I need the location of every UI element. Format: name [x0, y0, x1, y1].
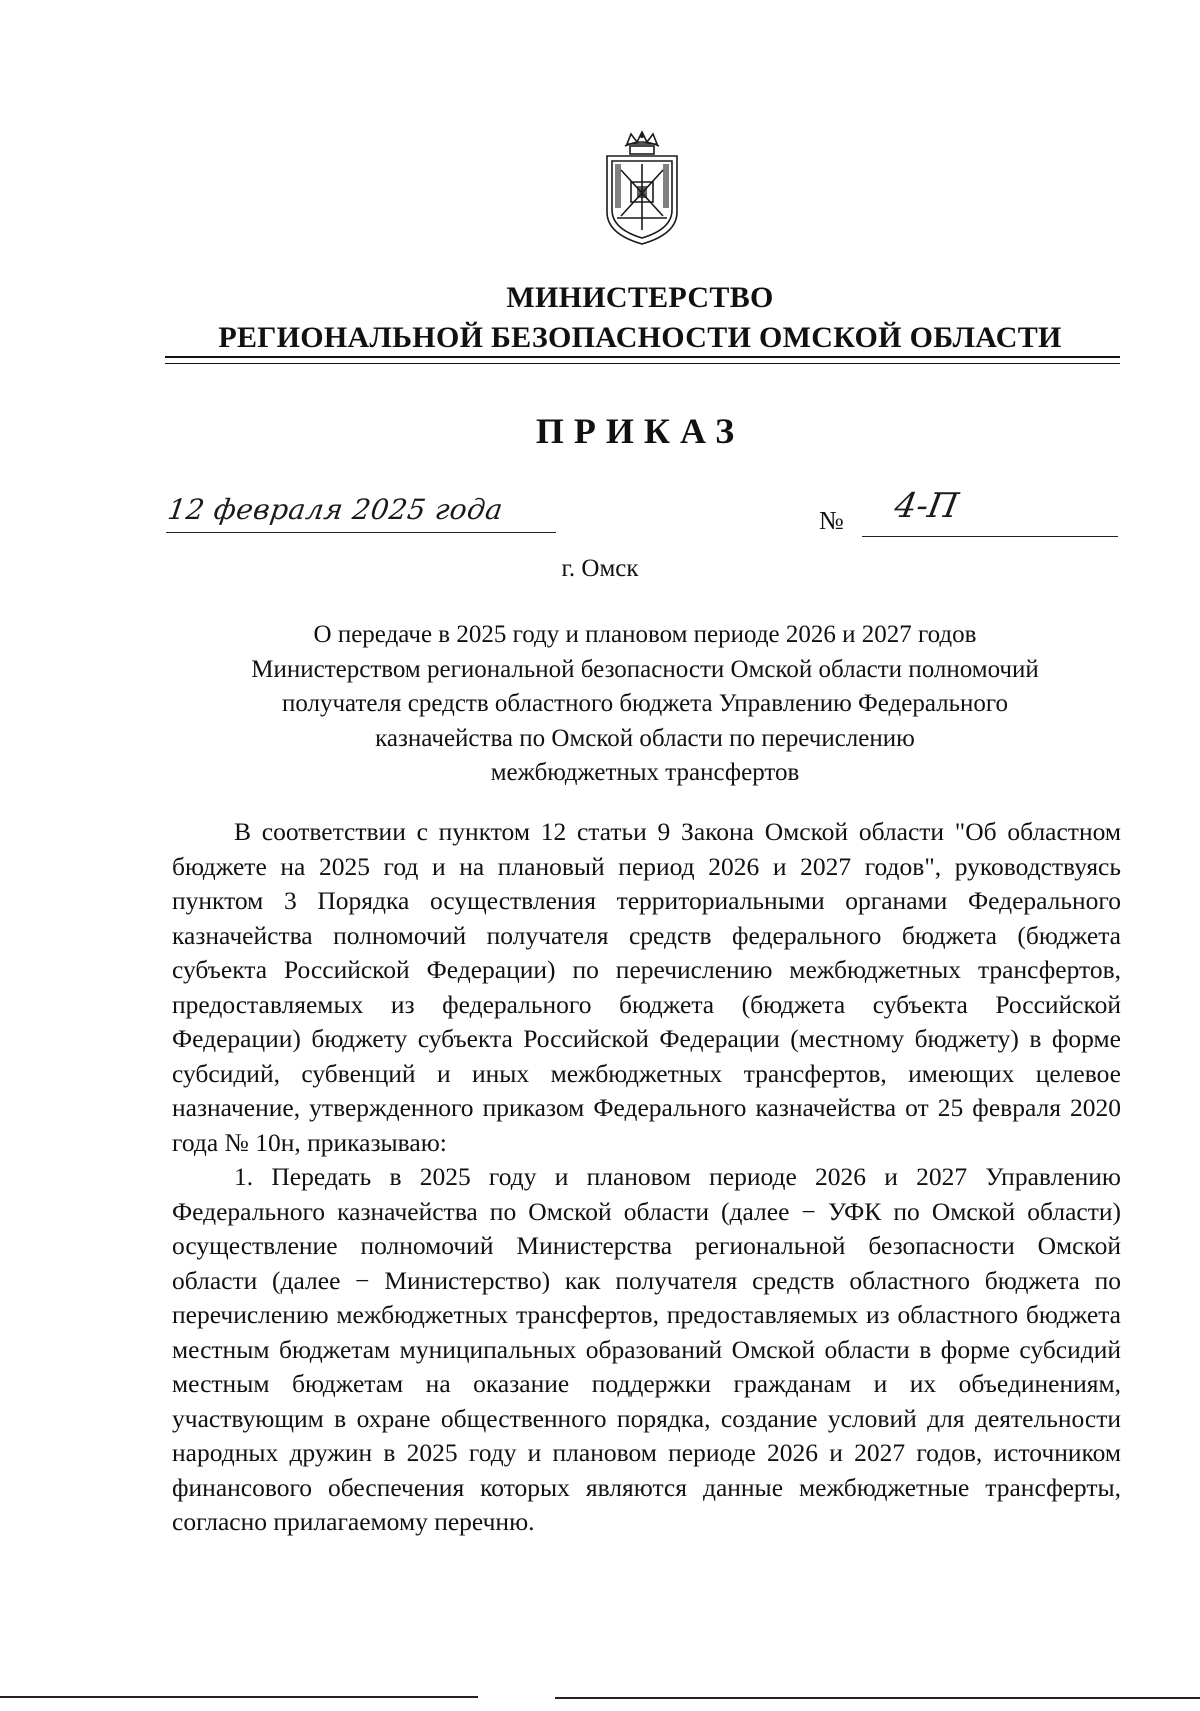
number-underline [862, 536, 1118, 537]
order-body [172, 815, 1121, 1540]
omsk-region-coat-of-arms-icon [597, 130, 687, 248]
handwritten-date: 12 февраля 2025 года [165, 493, 506, 526]
handwritten-number: 4-П [891, 486, 962, 526]
footer-rule-right [555, 1697, 1200, 1699]
ministry-name-line-2: РЕГИОНАЛЬНОЙ БЕЗОПАСНОСТИ ОМСКОЙ ОБЛАСТИ [218, 321, 1062, 354]
footer-rule-left [0, 1696, 478, 1698]
number-label: № [819, 506, 844, 535]
header-divider [165, 356, 1120, 364]
body-paragraph-item-1: 1. Передать в 2025 году и плановом периоде 2026 и 2027 Управлению Федерального казначейства по Омской области (далее − УФК по Омской области) осуществление полномочий Министерства региональной безопасности Омской области (далее − Министерство) как получателя средств областного бюджета по перечислению межбюджетных трансфертов, предоставляемых из областного бюджета местным бюджетам муниципальных образований Омской области в форме субсидий местным бюджетам на оказание поддержки гражданам и их объединениям, участвующим в охране общественного порядка, создание условий для деятельности народных дружин в 2025 году и плановом периоде 2026 и 2027 годов, источником финансового обеспечения которых являются данные межбюджетные трансферты, согласно прилагаемому перечню. [172, 1162, 1121, 1536]
heading-line: Министерством региональной безопасности Омской области полномочий [251, 655, 1039, 683]
city-name: г. Омск [561, 555, 639, 582]
document-type-title: ПРИКАЗ [535, 411, 745, 451]
heading-line: межбюджетных трансфертов [490, 759, 800, 786]
ministry-name-line-1: МИНИСТЕРСТВО [506, 281, 774, 314]
body-paragraph-preamble: В соответствии с пунктом 12 статьи 9 Закона Омской области "Об областном бюджете на 2025 год и на плановый период 2026 и 2027 годов", руководствуясь пунктом 3 Порядка осуществления территориальными органами Федерального казначейства полномочий получателя средств федерального бюджета (бюджета субъекта Российской Федерации) по перечислению межбюджетных трансфертов, предоставляемых из федерального бюджета (бюджета субъекта Российской Федерации) бюджету субъекта Российской Федерации (местному бюджету) в форме субсидий, субвенций и иных межбюджетных трансфертов, имеющих целевое назначение, утвержденного приказом Федерального казначейства от 25 февраля 2020 года № 10н, приказываю: [172, 817, 1121, 1157]
order-heading [180, 618, 1110, 791]
heading-line: О передаче в 2025 году и плановом периоде 2026 и 2027 годов [313, 621, 977, 648]
heading-line: казначейства по Омской области по перечислению [375, 724, 915, 752]
heading-line: получателя средств областного бюджета Управлению Федерального [281, 690, 1009, 717]
date-underline [166, 532, 556, 533]
